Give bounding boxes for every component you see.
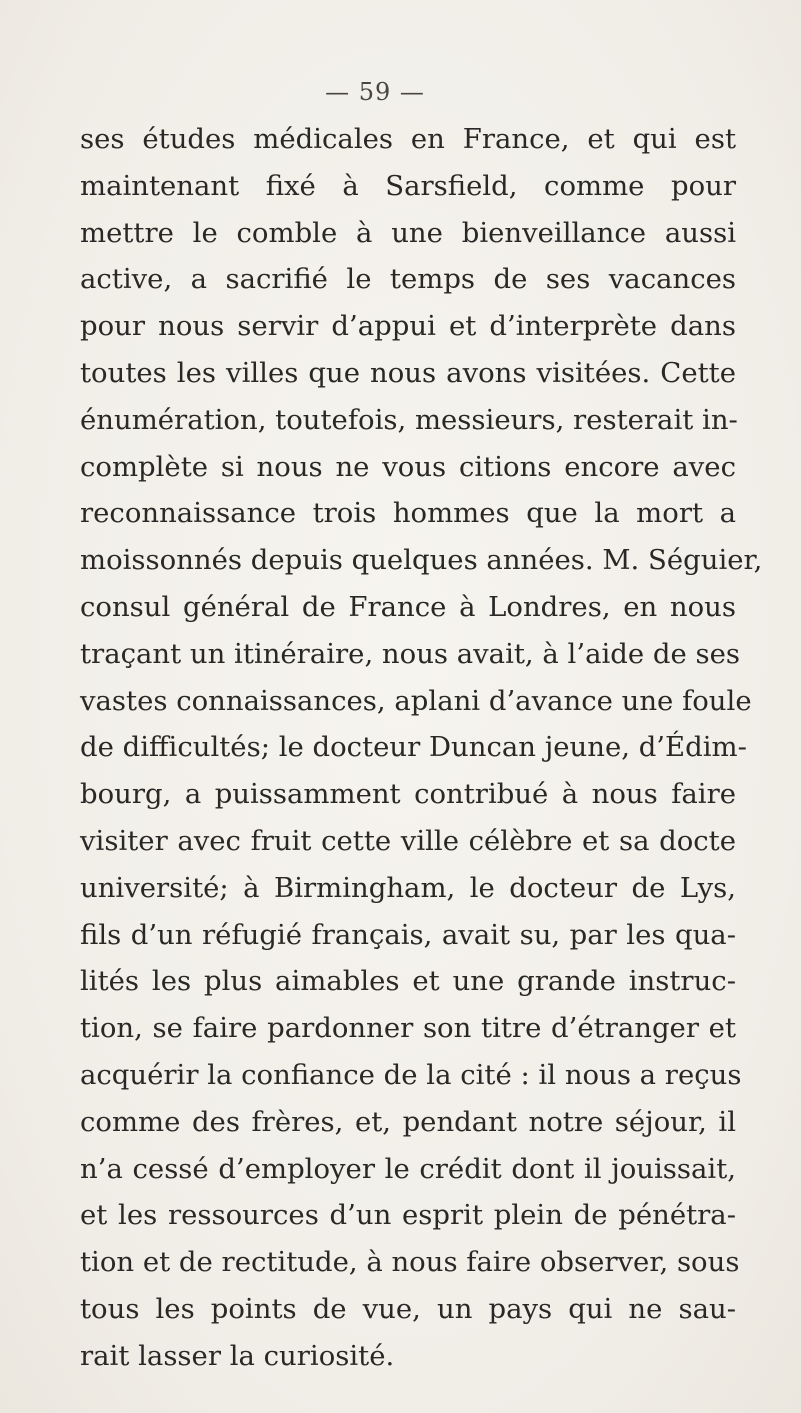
text-line: énumération, toutefois, messieurs, resterait in- [80, 403, 738, 436]
text-line: fils d’un réfugié français, avait su, par les qua- [80, 918, 736, 951]
text-line: comme des frères, et, pendant notre séjour, il [80, 1105, 736, 1138]
text-line: ses études médicales en France, et qui est [80, 123, 736, 155]
text-line-last: rait lasser la curiosité. [80, 1339, 395, 1372]
text-line: active, a sacrifié le temps de ses vacances [80, 263, 736, 296]
text-line: reconnaissance trois hommes que la mort a [80, 497, 736, 530]
text-line: visiter avec fruit cette ville célèbre et sa docte [80, 824, 736, 857]
text-line: moissonnés depuis quelques années. M. Séguier, [80, 544, 763, 577]
body-text [80, 116, 763, 1380]
page-number: — 59 — [325, 78, 425, 106]
text-line: complète si nous ne vous citions encore avec [80, 450, 736, 483]
text-line: tous les points de vue, un pays qui ne sau- [80, 1292, 736, 1325]
text-line: n’a cessé d’employer le crédit dont il jouissait, [80, 1152, 736, 1185]
text-line: traçant un itinéraire, nous avait, à l’aide de ses [80, 637, 741, 670]
text-line: acquérir la confiance de la cité : il nous a reçus [80, 1058, 742, 1091]
text-line: maintenant fixé à Sarsfield, comme pour [80, 169, 736, 202]
text-line: vastes connaissances, aplani d’avance une foule [80, 684, 752, 717]
text-line: tion et de rectitude, à nous faire observer, sous [80, 1246, 740, 1279]
text-line: pour nous servir d’appui et d’interprète dans [80, 310, 736, 343]
text-line: université; à Birmingham, le docteur de Lys, [80, 871, 736, 904]
text-line: mettre le comble à une bienveillance aussi [80, 216, 736, 249]
text-line: tion, se faire pardonner son titre d’étranger et [80, 1012, 736, 1045]
text-line: consul général de France à Londres, en nous [80, 590, 736, 623]
text-line: de difficultés; le docteur Duncan jeune, d’Édim- [80, 731, 747, 764]
text-line: toutes les villes que nous avons visitées. Cette [80, 356, 736, 389]
text-line: et les ressources d’un esprit plein de pénétra- [80, 1199, 736, 1232]
text-line: lités les plus aimables et une grande instruc- [80, 965, 736, 998]
text-line: bourg, a puissamment contribué à nous faire [80, 778, 736, 811]
